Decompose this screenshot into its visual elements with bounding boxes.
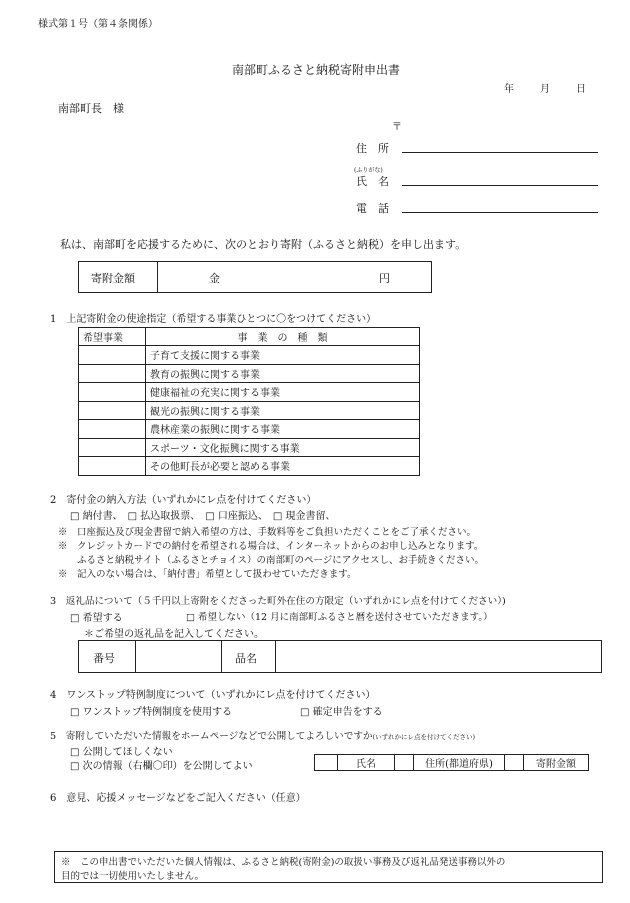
intro-text: 私は、南部町を応援するために、次のとおり寄附（ふるさと納税）を申し出ます。 — [60, 238, 467, 251]
gift-opt-yes[interactable]: □ 希望する — [70, 613, 123, 624]
project-row: その他町長が必要と認める事業 — [146, 457, 420, 476]
privacy-note-line: 目的では一切使用いたしません。 — [61, 871, 205, 882]
date-month: 月 — [540, 84, 550, 95]
onestop-use-option[interactable]: □ ワンストップ特例制度を使用する — [70, 707, 233, 718]
form-title: 南部町ふるさと納税寄附申出書 — [232, 63, 401, 77]
amount-kin: 金 — [209, 272, 220, 285]
payment-options[interactable]: □ 納付書、 □ 払込取扱票、 □ 口座振込、 □ 現金書留、 — [70, 511, 336, 522]
s5-heading-main: 5 寄附していただいた情報をホームページなどで公開してよろしいですか — [50, 731, 373, 742]
phone-field[interactable] — [402, 212, 598, 213]
payment-note: ※ クレジットカードでの納付を希望される場合は、インターネットからのお申し込みとなります。 — [58, 541, 484, 552]
date-day: 日 — [576, 84, 586, 95]
s3-heading: 3 返礼品について（５千円以上寄附をくださった町外在住の方限定（いずれかにレ点を付けてください）) — [50, 596, 506, 607]
name-ruby: (ふりがな) — [354, 167, 383, 174]
date-year: 年 — [504, 84, 514, 95]
postal-mark: 〒 — [392, 122, 402, 133]
s5-heading — [50, 728, 475, 742]
project-row: スポーツ・文化振興に関する事業 — [146, 438, 420, 457]
phone-label: 電 話 — [356, 202, 389, 215]
publish-mark-cell[interactable] — [315, 755, 338, 771]
s6-heading: 6 意見、応援メッセージなどをご記入ください（任意） — [50, 793, 306, 804]
s2-heading: 2 寄付金の納入方法（いずれかにレ点を付けてください） — [50, 495, 317, 506]
final-return-option[interactable]: □ 確定申告をする — [300, 707, 383, 718]
select-cell[interactable] — [79, 383, 146, 402]
select-cell[interactable] — [79, 457, 146, 476]
gift-opt-no[interactable]: □ 希望しない（12 月に南部町ふるさと暦を送付させていただきます。） — [186, 612, 493, 623]
name-field[interactable] — [402, 185, 598, 186]
project-row: 子育て支援に関する事業 — [146, 346, 420, 365]
s5-heading-note: (いずれかにレ点を付けてください) — [372, 733, 476, 741]
name-label: 氏 名 — [356, 175, 389, 188]
select-cell[interactable] — [79, 438, 146, 457]
payment-note: ※ 口座振込及び現金書留で納入希望の方は、手数料等をご負担いただくことをご了承ください。 — [58, 527, 477, 538]
project-row: 農林産業の振興に関する事業 — [146, 420, 420, 439]
select-cell[interactable] — [79, 346, 146, 365]
publish-col-address: 住所(都道府県) — [414, 755, 505, 771]
publish-mark-cell[interactable] — [395, 755, 414, 771]
form-number: 様式第１号（第４条関係） — [38, 19, 158, 30]
s1-heading: 1 上記寄附金の使途指定（希望する事業ひとつに〇をつけてください） — [50, 314, 377, 325]
select-cell[interactable] — [79, 420, 146, 439]
project-row: 健康福祉の充実に関する事業 — [146, 383, 420, 402]
address-label: 住 所 — [356, 142, 389, 155]
select-cell[interactable] — [79, 401, 146, 420]
project-row: 教育の振興に関する事業 — [146, 364, 420, 383]
publish-items-table — [314, 754, 589, 771]
s4-heading: 4 ワンストップ特例制度について（いずれかにレ点を付けてください） — [50, 690, 376, 701]
use-designation-table — [78, 327, 420, 476]
gift-instruction: ＊ご希望の返礼品を記入してください。 — [84, 629, 264, 640]
privacy-note-line: ※ この申出書でいただいた個人情報は、ふるさと納税(寄附金)の取扱い事務及び返礼品発送事務以外の — [61, 857, 506, 868]
publish-col-amount: 寄附金額 — [524, 755, 589, 771]
amount-label: 寄附金額 — [91, 272, 135, 285]
project-row: 観光の振興に関する事業 — [146, 401, 420, 420]
gift-item-label: 品名 — [235, 652, 257, 665]
publish-mark-cell[interactable] — [505, 755, 524, 771]
gift-number-label: 番号 — [93, 652, 115, 665]
payment-note: ふるさと納税サイト（ふるさとチョイス）の南部町のページにアクセスし、お手続きください。 — [58, 555, 484, 566]
addressee: 南部町長 様 — [58, 102, 124, 115]
publish-yes-option[interactable]: □ 次の情報（右欄〇印）を公開してよい — [70, 761, 253, 772]
gift-item-box[interactable] — [78, 640, 602, 673]
publish-col-name: 氏名 — [338, 755, 395, 771]
address-field[interactable] — [402, 152, 598, 153]
privacy-note-box — [54, 851, 603, 883]
col-type-header: 事 業 の 種 類 — [146, 328, 420, 346]
amount-yen: 円 — [379, 272, 390, 285]
publish-no-option[interactable]: □ 公開してほしくない — [70, 747, 173, 758]
col-select-header: 希望事業 — [79, 328, 146, 346]
select-cell[interactable] — [79, 364, 146, 383]
payment-note: ※ 記入のない場合は、「納付書」希望として扱わせていただきます。 — [58, 569, 357, 580]
donation-amount-box[interactable] — [78, 261, 432, 293]
